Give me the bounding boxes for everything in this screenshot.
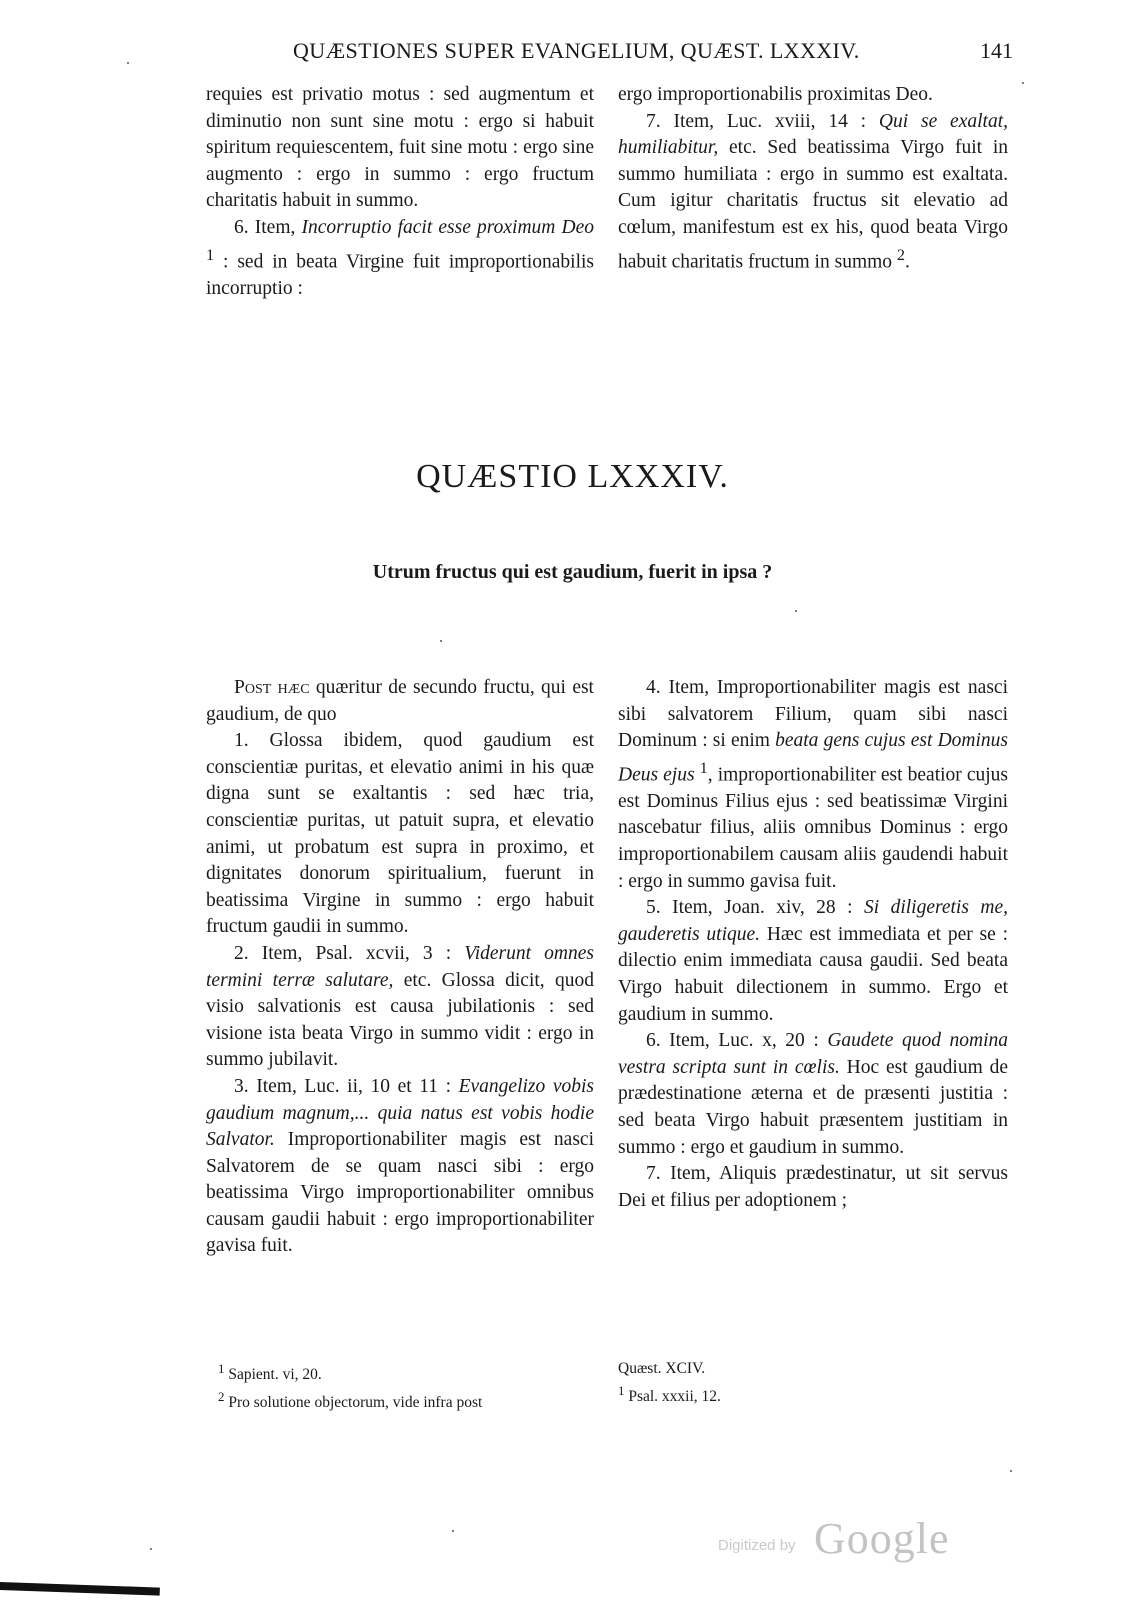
google-logo: Google (814, 1514, 950, 1563)
question-subtitle: Utrum fructus qui est gaudium, fuerit in ipsa ? (372, 561, 773, 583)
footnote: $^1$ Sapient. vi, 20. (218, 1361, 322, 1384)
paragraph: requies est privatio motus : sed augmentum et diminutio non sunt sine motu : ergo si habuit spiritum requiescentem, fuit sine motu : ergo sine augmento : ergo in summo : ergo fructum charitatis habuit in summo. (206, 84, 594, 212)
paragraph: 1. Glossa ibidem, quod gaudium est conscientiæ puritas, et elevatio animi in his quæ digna sunt se exaltantis : sed hæc tria, conscientiæ puritas, ut patuit supra, et elevatio animi, ut probatum est supra in proximo, et dignitates donorum spiritualium, fuerunt in beatissima Virgine in summo : ergo habuit fructum gaudii in summo. (206, 730, 594, 938)
paragraph: 4. Item, Improportionabiliter magis est nasci sibi salvatorem Filium, quam sibi nasci Dominum : si enim beata gens cujus est Dominus Deus ejus $^1$, improportionabiliter est beatior cujus est Dominus Filius ejus : sed beatissimæ Virgini nascebatur filius, aliis omnibus Dominus : ergo improportionabilem causam aliis gaudendi habuit : ergo in summo gavisa fuit. (618, 677, 1008, 892)
paragraph: 3. Item, Luc. ii, 10 et 11 : Evangelizo vobis gaudium magnum,... quia natus est vobis hodie Salvator. Improportionabiliter magis est nasci Salvatorem de se quam nasci sibi : ergo beatissima Virgo improportionabiliter omnibus causam gaudii habuit : ergo improportionabiliter gavisa fuit. (206, 1075, 595, 1257)
digitized-by-text: Digitized by (718, 1537, 796, 1554)
paragraph: 6. Item, Luc. x, 20 : Gaudete quod nomina vestra scripta sunt in cœlis. Hoc est gaudium de prædestinatione æterna et de præsenti justitia : sed beata Virgo habuit præsentem justitiam in summo : ergo et gaudium in summo. (618, 1030, 1009, 1158)
footnote: Quæst. XCIV. (618, 1360, 706, 1377)
scan-edge-mark (0, 1582, 160, 1596)
scan-speck (150, 1548, 152, 1550)
top-right-column (618, 82, 1008, 276)
top-left-column (206, 82, 594, 302)
bottom-right-column (618, 675, 1008, 1214)
digitized-watermark (718, 1515, 958, 1563)
running-title: QUÆSTIONES SUPER EVANGELIUM, QUÆST. LXXXIV. (293, 38, 860, 63)
scan-speck (452, 1530, 454, 1532)
paragraph: 7. Item, Aliquis prædestinatur, ut sit servus Dei et filius per adoptionem ; (618, 1163, 1008, 1211)
footnote: $^1$ Psal. xxxii, 12. (618, 1383, 721, 1406)
footnotes-right (618, 1358, 1008, 1408)
question-title: QUÆSTIO LXXXIV. (416, 458, 729, 495)
footnotes-left (218, 1358, 598, 1414)
scan-speck (1010, 1470, 1012, 1472)
paragraph: 6. Item, Incorruptio facit esse proximum Deo $^1$ : sed in beata Virgine fuit improportionabilis incorruptio : (206, 216, 595, 299)
paragraph: 2. Item, Psal. xcvii, 3 : Viderunt omnes termini terræ salutare, etc. Glossa dicit, quod visio salvationis est causa jubilationis : sed visione ista beata Virgo in summo vidit : ergo in summo jubilavit. (206, 942, 595, 1071)
running-header (293, 38, 1013, 68)
scan-speck (127, 62, 129, 64)
scan-speck (1022, 82, 1024, 84)
paragraph: Post hæc quæritur de secundo fructu, qui est gaudium, de quo (206, 677, 594, 725)
paragraph: 5. Item, Joan. xiv, 28 : Si diligeretis me, gauderetis utique. Hæc est immediata et per se : dilectio enim immediata causa gaudii. Sed beata Virgo habuit dilectionem in summo. Ergo et gaudium in summo. (618, 897, 1009, 1025)
bottom-left-column (206, 675, 594, 1260)
scan-speck (440, 640, 442, 642)
scan-speck (795, 610, 797, 612)
paragraph: ergo improportionabilis proximitas Deo. (618, 84, 933, 105)
paragraph: 7. Item, Luc. xviii, 14 : Qui se exaltat, humiliabitur, etc. Sed beatissima Virgo fuit in summo humiliata : ergo in summo est exaltata. Cum igitur charitatis fructus sit elevatio ad cœlum, manifestum est ex his, quod beata Virgo habuit charitatis fructum in summo $^2$. (618, 110, 1008, 273)
page-number: 141 (980, 38, 1013, 63)
footnote: $^2$ Pro solutione objectorum, vide infra post (218, 1389, 483, 1412)
